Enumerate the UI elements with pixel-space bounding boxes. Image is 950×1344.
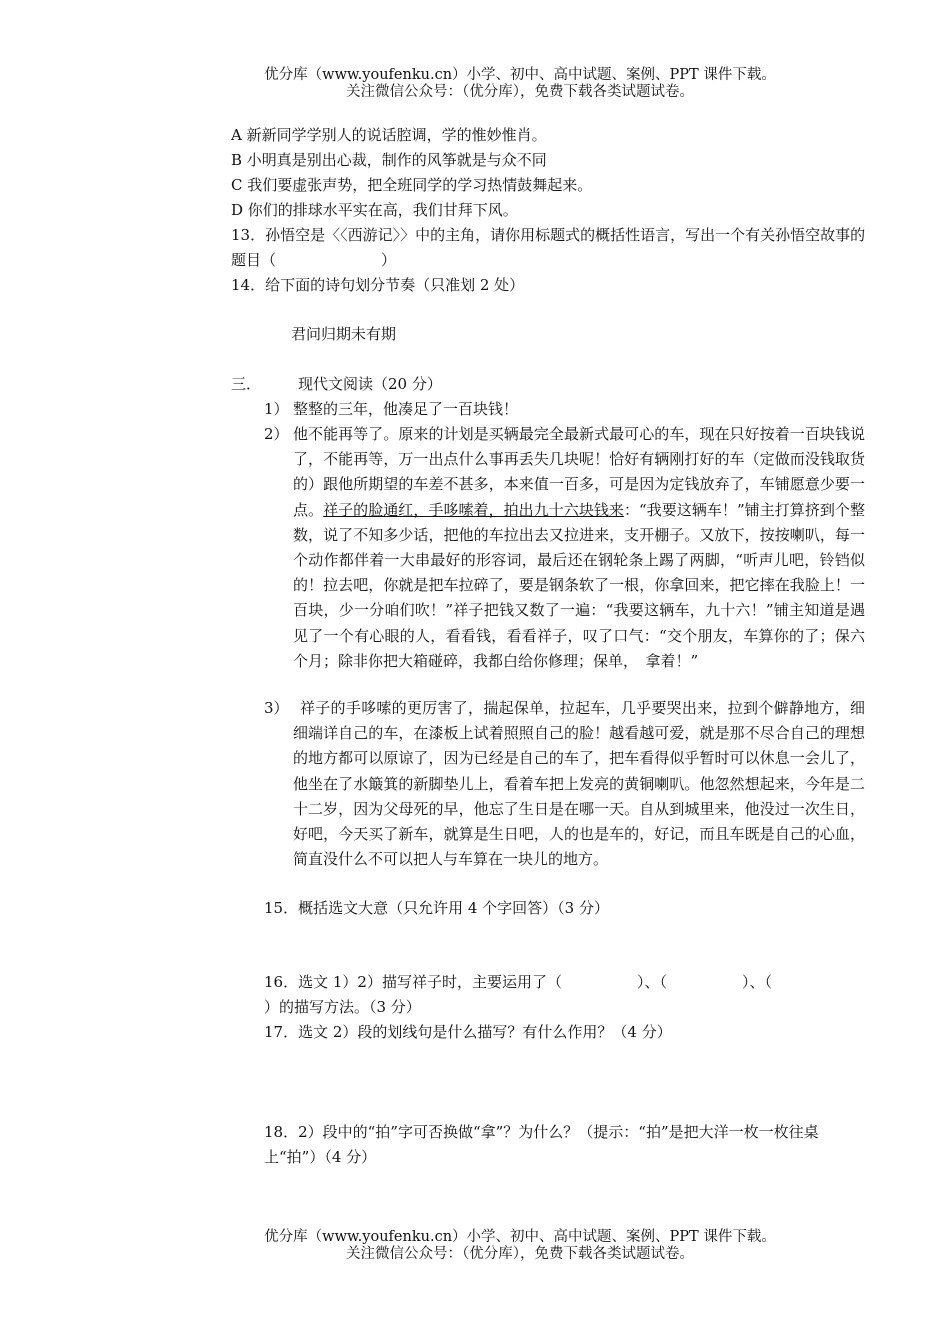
footer-line-1: 优分库（www.youfenku.cn）小学、初中、高中试题、案例、PPT 课件下载。 bbox=[264, 1229, 776, 1245]
paragraph-2 bbox=[293, 422, 865, 674]
question-18-line-1: 18．2）段中的“拍”字可否换做“拿”？为什么？（提示：“拍”是把大洋一枚一枚往桌 bbox=[264, 1123, 819, 1141]
question-15: 15．概括选文大意（只允许用 4 个字回答）（3 分） bbox=[264, 899, 609, 917]
header-line-1: 优分库（www.youfenku.cn）小学、初中、高中试题、案例、PPT 课件下载。 bbox=[264, 67, 776, 83]
option-a: A 新新同学学别人的说话腔调，学的惟妙惟肖。 bbox=[231, 126, 547, 144]
question-18-line-2: 上“拍”）（4 分） bbox=[264, 1148, 377, 1166]
option-b: B 小明真是别出心裁，制作的风筝就是与众不同 bbox=[231, 151, 547, 169]
paragraph-2-text-before: 他不能再等了。原来的计划是买辆最完全最新式最可心的车，现在只好按着一百块钱说了，不能再等，万一出点什么事再丢失几块呢！恰好有辆刚打好的车（定做而没钱取货的）跟他所期望的车差不甚多，本来值一百多，可是因为定钱放弃了，车铺愿意少要一点。 bbox=[293, 425, 865, 519]
page-footer bbox=[0, 1229, 950, 1263]
page-header bbox=[0, 67, 950, 101]
poem-line: 君问归期未有期 bbox=[291, 325, 397, 343]
paragraph-3-number: 3） bbox=[264, 699, 289, 717]
paragraph-3: 祥子的手哆嗦的更厉害了，揣起保单，拉起车，几乎要哭出来，拉到个僻静地方，细细端详自己的车，在漆板上试着照照自己的脸！越看越可爱，就是那不尽合自己的理想的地方都可以原谅了，因为已经是自己的车了，把车看得似乎暂时可以休息一会儿了，他坐在了水簸箕的新脚垫儿上，看着车把上发亮的黄铜喇叭。他忽然想起来，今年是二十二岁，因为父母死的早，他忘了生日是在哪一天。自从到城里来，他没过一次生日，好吧，今天买了新车，就算是生日吧，人的也是车的，好记，而且车既是自己的心血，简直没什么不可以把人与车算在一块儿的地方。 bbox=[293, 699, 865, 869]
question-17: 17．选文 2）段的划线句是什么描写？有什么作用？（4 分） bbox=[264, 1023, 672, 1041]
question-13-line-1: 13．孙悟空是〈〈西游记〉〉中的主角，请你用标题式的概括性语言，写出一个有关孙悟空故事的 bbox=[231, 226, 866, 244]
footer-line-2: 关注微信公众号：（优分库），免费下载各类试题试卷。 bbox=[346, 1246, 694, 1262]
question-16-line-2: ）的描写方法。（3 分） bbox=[264, 998, 421, 1016]
question-16-line-1: 16．选文 1）2）描写祥子时，主要运用了（ ）、（ ）、（ bbox=[264, 973, 772, 991]
paragraph-2-number: 2） bbox=[264, 425, 289, 443]
header-line-2: 关注微信公众号：（优分库），免费下载各类试题试卷。 bbox=[346, 84, 694, 100]
question-14: 14．给下面的诗句划分节奏（只准划 2 处） bbox=[231, 276, 525, 294]
paragraph-1-number: 1） bbox=[264, 400, 289, 418]
paragraph-2-underlined-sentence: 祥子的脸通红，手哆嗦着，拍出九十六块钱来 bbox=[323, 500, 624, 519]
question-13-line-2: 题目（ ） bbox=[231, 251, 397, 269]
option-d: D 你们的排球水平实在高，我们甘拜下风。 bbox=[231, 201, 518, 219]
paragraph-1: 整整的三年，他凑足了一百块钱！ bbox=[293, 400, 519, 418]
section-3-title: 现代文阅读（20 分） bbox=[298, 375, 442, 393]
option-c: C 我们要虚张声势，把全班同学的学习热情鼓舞起来。 bbox=[231, 176, 593, 194]
paragraph-2-text-after: ：“我要这辆车！”铺主打算挤到个整数，说了不知多少话，把他的车拉出去又拉进来，支开棚子。又放下，按按喇叭，每一个动作都伴着一大串最好的形容词，最后还在钢轮条上踢了两脚，“听声儿吧，铃铛似的！拉去吧，你就是把车拉碎了，要是钢条软了一根，你拿回来，把它摔在我脸上！一百块，少一分咱们吹！”祥子把钱又数了一遍：“我要这辆车，九十六！”铺主知道是遇见了一个有心眼的人，看看钱，看看祥子，叹了口气：“交个朋友，车算你的了；保六个月；除非你把大箱碰碎，我都白给你修理；保单， 拿着！” bbox=[293, 500, 865, 670]
section-3-number: 三． bbox=[231, 375, 262, 393]
